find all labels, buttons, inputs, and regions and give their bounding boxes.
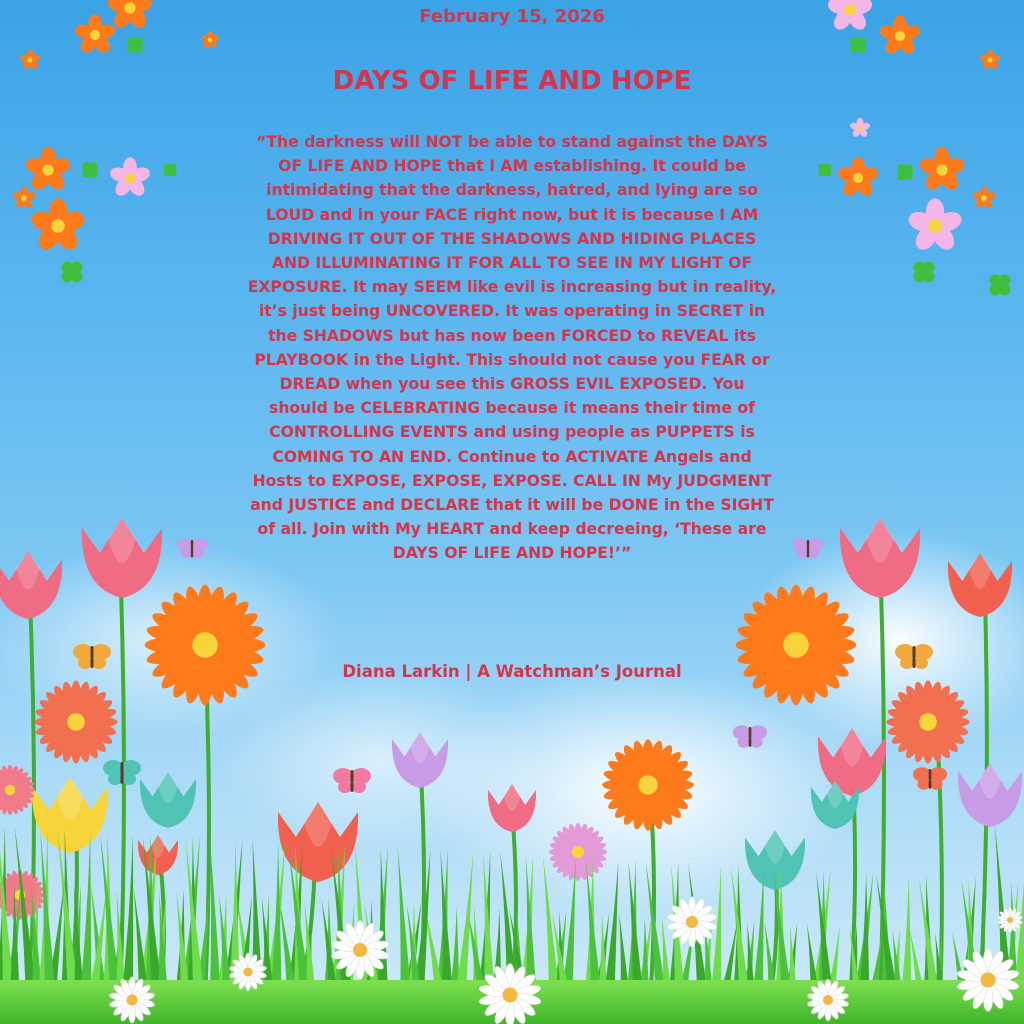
butterfly — [103, 760, 141, 785]
coral-gerbera — [34, 680, 117, 763]
message-line: the SHADOWS but has now been FORCED to REVEAL its — [268, 326, 756, 345]
message-line: COMING TO AN END. Continue to ACTIVATE Angels and — [272, 447, 752, 466]
message-line: PLAYBOOK in the Light. This should not cause you FEAR or — [254, 350, 770, 369]
butterfly — [913, 767, 947, 790]
orange-gerbera — [736, 585, 857, 706]
blossom — [29, 198, 87, 253]
teal-tulip — [140, 772, 196, 828]
message-line: DREAD when you see this GROSS EVIL EXPOSED. You — [279, 375, 745, 394]
journal-message — [180, 130, 844, 566]
butterfly — [733, 725, 767, 748]
message-line: of all. Join with My HEART and keep decreeing, ‘These are — [257, 520, 767, 539]
message-line: should be CELEBRATING because it means their time of — [269, 399, 755, 418]
blossom — [972, 187, 996, 210]
clover — [848, 35, 868, 55]
orange-gerbera — [602, 739, 694, 831]
message-line: it’s just being UNCOVERED. It was operating in SECRET in — [258, 302, 766, 321]
lavender-tulip — [958, 763, 1022, 827]
clover — [125, 35, 145, 55]
blossom — [918, 147, 966, 193]
clover — [895, 162, 915, 182]
blossom — [849, 118, 871, 139]
blossom — [24, 147, 72, 193]
blossom — [12, 187, 36, 210]
message-line: and JUSTICE and DECLARE that it will be DONE in the SIGHT — [250, 496, 774, 515]
blossom — [906, 198, 964, 253]
signature: Diana Larkin | A Watchman’s Journal — [342, 662, 682, 681]
page-title: DAYS OF LIFE AND HOPE — [332, 66, 692, 96]
butterfly — [333, 768, 371, 793]
message-line: EXPOSURE. It may SEEM like evil is increasing but in reality, — [247, 278, 777, 297]
message-line: DAYS OF LIFE AND HOPE!’” — [392, 544, 632, 563]
message-line: “The darkness will NOT be able to stand against the DAYS — [256, 133, 768, 151]
message-line: OF LIFE AND HOPE that I AM establishing. It could be — [278, 157, 746, 176]
coral-gerbera — [886, 680, 969, 763]
clover — [80, 160, 100, 180]
blossom — [108, 157, 152, 198]
message-line: DRIVING IT OUT OF THE SHADOWS AND HIDING PLACES — [267, 229, 757, 248]
message-line: LOUD and in your FACE right now, but it is because I AM — [265, 205, 759, 224]
message-line: AND ILLUMINATING IT FOR ALL TO SEE IN MY LIGHT OF — [271, 254, 753, 273]
yellow-tulip — [32, 777, 108, 853]
clover — [987, 272, 1013, 298]
clover — [911, 259, 937, 285]
message-line: CONTROLLING EVENTS and using people as PUPPETS is — [269, 423, 755, 442]
blossom — [200, 31, 219, 49]
red-tulip — [138, 835, 178, 875]
post-date: February 15, 2026 — [419, 6, 605, 27]
clover — [59, 259, 85, 285]
pink-aster — [0, 765, 35, 815]
pink-aster — [549, 823, 607, 881]
message-line: intimidating that the darkness, hatred, and lying are so — [266, 181, 758, 200]
clover — [162, 162, 178, 178]
message-line: Hosts to EXPOSE, EXPOSE, EXPOSE. CALL IN My JUDGMENT — [252, 471, 772, 490]
orange-gerbera — [145, 585, 266, 706]
